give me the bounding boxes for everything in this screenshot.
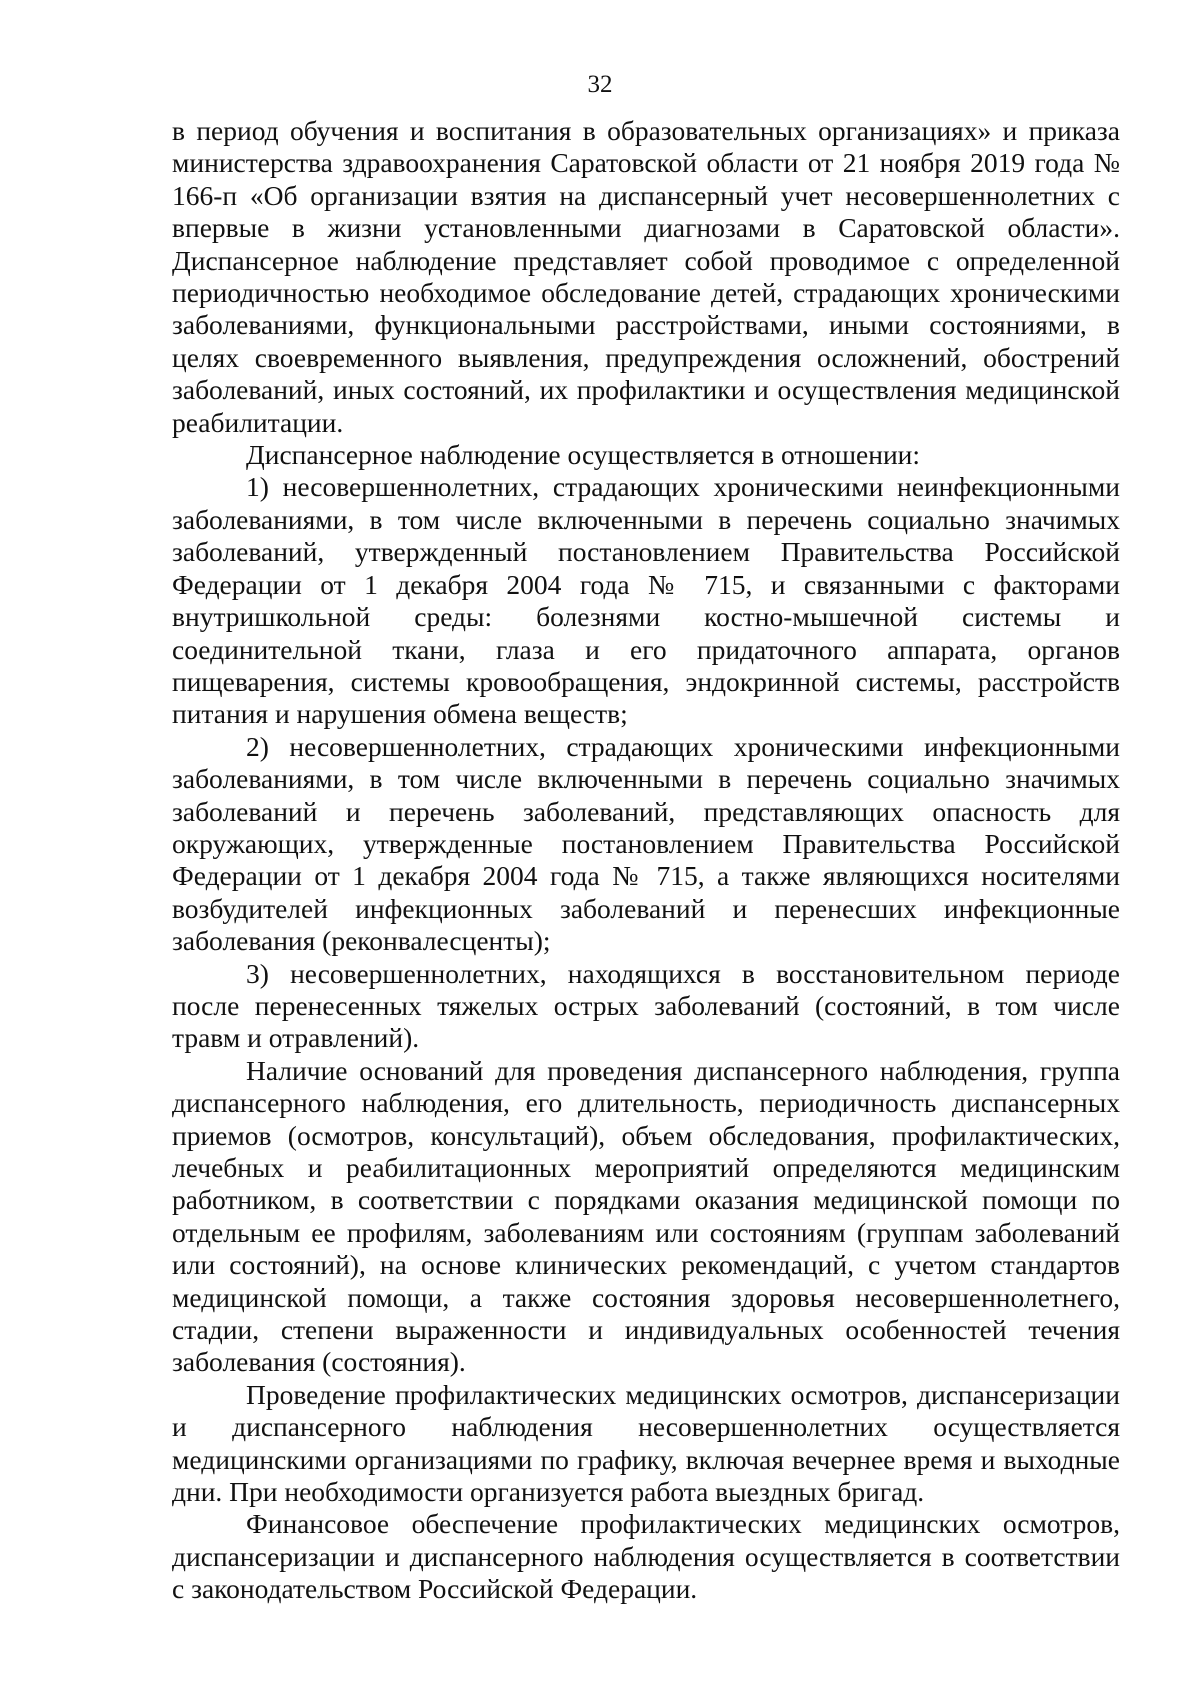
paragraph-schedule: Проведение профилактических медицинских осмотров, диспансеризации и диспансерного наблюдения несовершеннолетних осуществляется медицинскими организациями по графику, включая вечернее время и выходные дни. При необходимости организуется работа выездных бригад. (172, 1378, 1120, 1508)
list-item-1: 1) несовершеннолетних, страдающих хроническими неинфекционными заболеваниями, в том числе включенными в перечень социально значимых заболеваний, утвержденный постановлением Правительства Российской Федерации от 1 декабря 2004 года № 715, и связанными с факторами внутришкольной среды: болезнями костно-мышечной системы и соединительной ткани, глаза и его придаточного аппарата, органов пищеварения, системы кровообращения, эндокринной системы, расстройств питания и нарушения обмена веществ; (172, 471, 1120, 730)
page-number: 32 (587, 71, 613, 98)
list-item-3: 3) несовершеннолетних, находящихся в восстановительном периоде после перенесенных тяжелых острых заболеваний (состояний, в том числе травм и отравлений). (172, 957, 1120, 1054)
document-body (172, 115, 1120, 1606)
paragraph-observation-intro: Диспансерное наблюдение осуществляется в отношении: (246, 439, 921, 471)
list-item-2: 2) несовершеннолетних, страдающих хроническими инфекционными заболеваниями, в том числе включенными в перечень социально значимых заболеваний и перечень заболеваний, представляющих опасность для окружающих, утвержденные постановлением Правительства Российской Федерации от 1 декабря 2004 года № 715, а также являющихся носителями возбудителей инфекционных заболеваний и перенесших инфекционные заболевания (реконвалесценты); (172, 730, 1120, 957)
paragraph-financing: Финансовое обеспечение профилактических медицинских осмотров, диспансеризации и диспансерного наблюдения осуществляется в соответствии с законодательством Российской Федерации. (172, 1508, 1120, 1605)
paragraph-continuation: в период обучения и воспитания в образовательных организациях» и приказа министерства здравоохранения Саратовской области от 21 ноября 2019 года № 166-п «Об организации взятия на диспансерный учет несовершеннолетних с впервые в жизни установленными диагнозами в Саратовской области». Диспансерное наблюдение представляет собой проводимое с определенной периодичностью необходимое обследование детей, страдающих хроническими заболеваниями, функциональными расстройствами, иными состояниями, в целях своевременного выявления, предупреждения осложнений, обострений заболеваний, иных состояний, их профилактики и осуществления медицинской реабилитации. (172, 115, 1120, 438)
paragraph-grounds: Наличие оснований для проведения диспансерного наблюдения, группа диспансерного наблюдения, его длительность, периодичность диспансерных приемов (осмотров, консультаций), объем обследования, профилактических, лечебных и реабилитационных мероприятий определяются медицинским работником, в соответствии с порядками оказания медицинской помощи по отдельным ее профилям, заболеваниям или состояниям (группам заболеваний или состояний), на основе клинических рекомендаций, с учетом стандартов медицинской помощи, а также состояния здоровья несовершеннолетнего, стадии, степени выраженности и индивидуальных особенностей течения заболевания (состояния). (172, 1054, 1120, 1378)
